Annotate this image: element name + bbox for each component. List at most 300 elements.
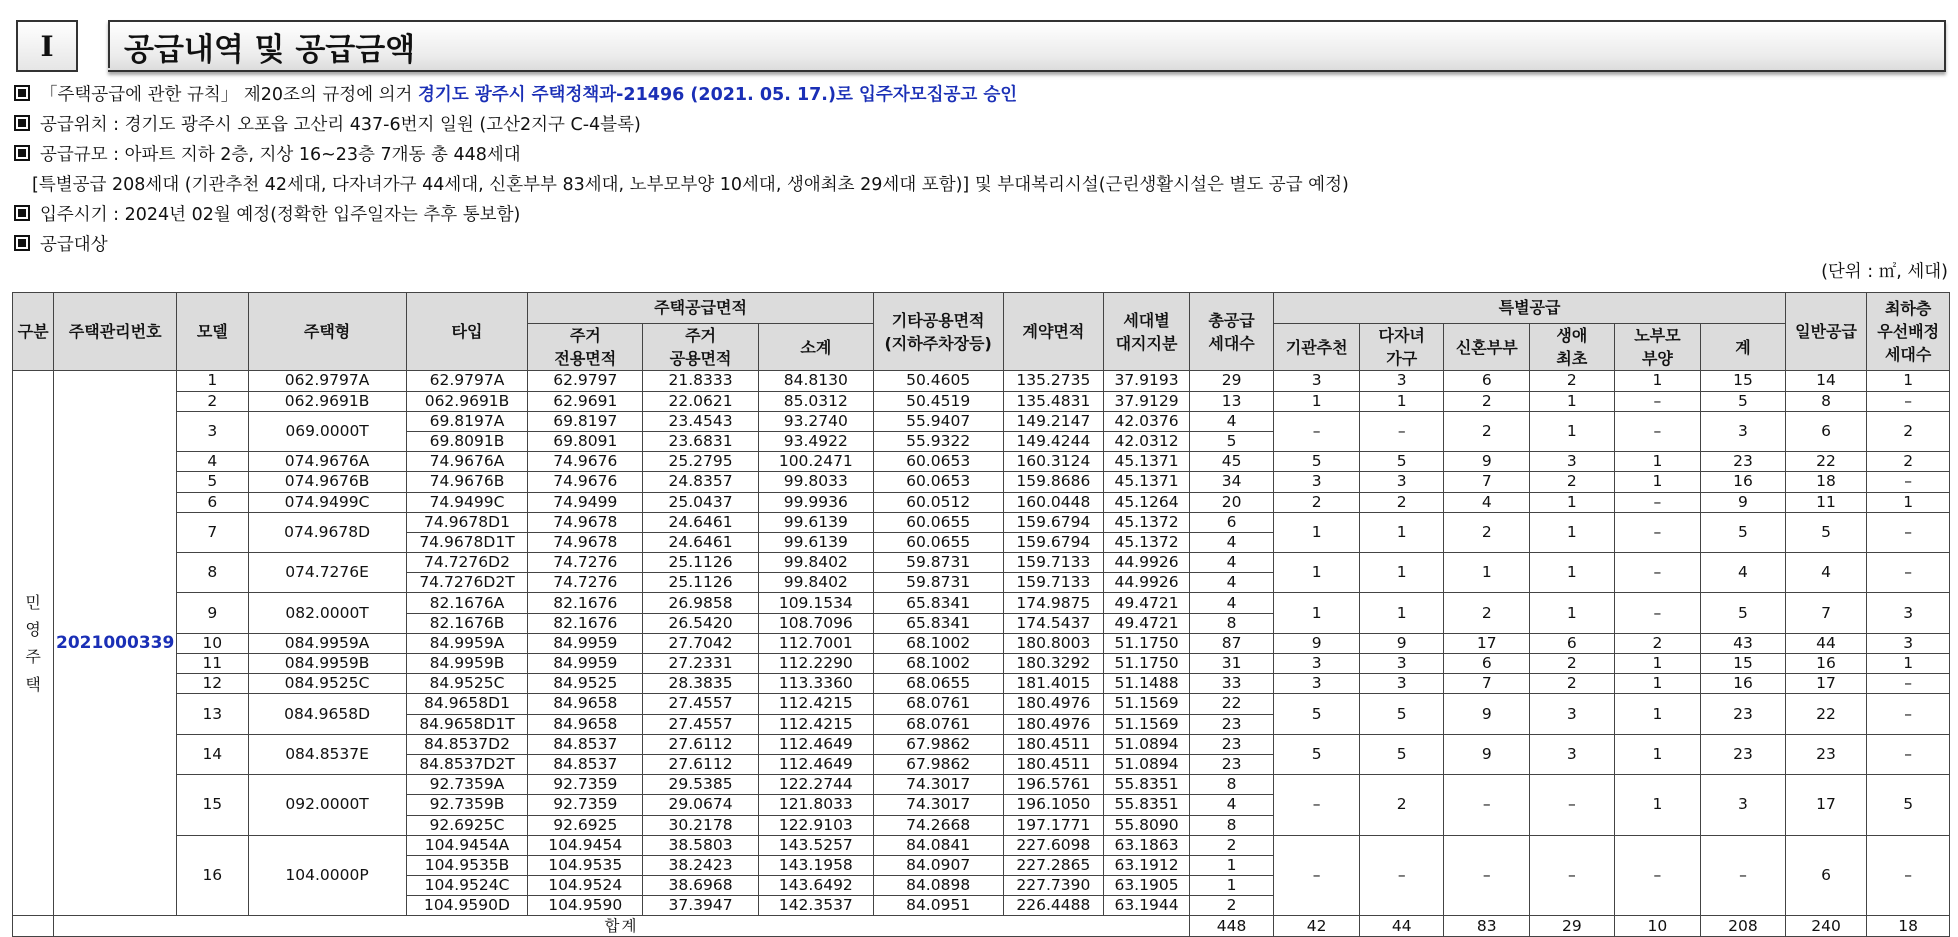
contract-area-cell: 159.7133 [1003, 573, 1104, 593]
multi-cell: 3 [1359, 674, 1444, 694]
multi-cell: 1 [1359, 512, 1444, 552]
subtotal-cell: 112.4215 [758, 714, 873, 734]
common-area-cell: 24.6461 [643, 532, 759, 552]
total-units-cell: 8 [1189, 613, 1274, 633]
model-cell: 12 [177, 674, 248, 694]
elder-cell: 1 [1614, 734, 1701, 774]
special-supply-text: [특별공급 208세대 (기관추천 42세대, 다자녀가구 44세대, 신혼부부 83세대, 노부모부양 10세대, 생애최초 29세대 포함)] 및 부대복리시설(근린생활시설은 별도 공급 예정) [32, 175, 1349, 195]
common-area-cell: 28.3835 [643, 674, 759, 694]
table-row [13, 835, 1950, 855]
type-name-cell: 084.9959A [248, 633, 406, 653]
type-cell: 104.9454A [406, 835, 528, 855]
subtotal-cell: 113.3360 [758, 674, 873, 694]
other-area-cell: 84.0898 [873, 876, 1003, 896]
other-area-cell: 60.0512 [873, 492, 1003, 512]
elder-cell: – [1614, 492, 1701, 512]
common-area-cell: 38.6968 [643, 876, 759, 896]
general-cell: 4 [1785, 553, 1867, 593]
common-area-cell: 27.6112 [643, 734, 759, 754]
type-cell: 82.1676B [406, 613, 528, 633]
total-units-cell: 20 [1189, 492, 1274, 512]
common-area-cell: 29.5385 [643, 775, 759, 795]
other-area-cell: 59.8731 [873, 553, 1003, 573]
th-inst: 기관추천 [1274, 324, 1360, 371]
private-area-cell: 104.9454 [528, 835, 643, 855]
total-units-cell: 23 [1189, 714, 1274, 734]
multi-cell: 5 [1359, 734, 1444, 774]
common-area-cell: 24.8357 [643, 472, 759, 492]
contract-area-cell: 180.3292 [1003, 654, 1104, 674]
private-area-cell: 104.9590 [528, 896, 643, 916]
intro-line-target [14, 230, 1349, 260]
newlywed-cell: 2 [1444, 593, 1530, 633]
contract-area-cell: 160.3124 [1003, 452, 1104, 472]
model-cell: 14 [177, 734, 248, 774]
intro-block [14, 80, 1349, 260]
th-land: 세대별 대지지분 [1104, 293, 1190, 371]
low-floor-cell: 1 [1867, 654, 1950, 674]
newlywed-cell: 9 [1444, 452, 1530, 472]
group-label-char: 영 [25, 620, 41, 640]
th-low: 최하층 우선배정 세대수 [1867, 293, 1950, 371]
land-share-cell: 51.0894 [1104, 734, 1190, 754]
contract-area-cell: 180.4976 [1003, 714, 1104, 734]
other-area-cell: 60.0655 [873, 512, 1003, 532]
low-floor-cell: – [1867, 674, 1950, 694]
first-cell: 1 [1530, 593, 1615, 633]
inst-cell: – [1274, 411, 1360, 451]
th-code: 주택관리번호 [54, 293, 177, 371]
low-floor-cell: 2 [1867, 452, 1950, 472]
type-name-cell: 069.0000T [248, 411, 406, 451]
total-row [13, 916, 1950, 936]
model-cell: 4 [177, 452, 248, 472]
contract-area-cell: 180.4511 [1003, 754, 1104, 774]
private-area-cell: 74.7276 [528, 553, 643, 573]
total-value-cell: 448 [1189, 916, 1274, 936]
total-blank-cell [13, 916, 54, 936]
common-area-cell: 24.6461 [643, 512, 759, 532]
land-share-cell: 44.9926 [1104, 553, 1190, 573]
type-name-cell: 084.9525C [248, 674, 406, 694]
total-units-cell: 4 [1189, 532, 1274, 552]
th-total: 총공급 세대수 [1189, 293, 1274, 371]
total-units-cell: 1 [1189, 855, 1274, 875]
common-area-cell: 27.2331 [643, 654, 759, 674]
private-area-cell: 74.9676 [528, 472, 643, 492]
private-area-cell: 62.9797 [528, 371, 643, 391]
land-share-cell: 51.1569 [1104, 694, 1190, 714]
general-cell: 16 [1785, 654, 1867, 674]
special-sum-cell: 3 [1701, 411, 1786, 451]
private-area-cell: 62.9691 [528, 391, 643, 411]
total-value-cell: 18 [1867, 916, 1950, 936]
elder-cell: 1 [1614, 674, 1701, 694]
general-cell: 17 [1785, 775, 1867, 836]
table-row [13, 553, 1950, 573]
private-area-cell: 69.8091 [528, 431, 643, 451]
type-name-cell: 084.9959B [248, 654, 406, 674]
table-row [13, 674, 1950, 694]
model-cell: 16 [177, 835, 248, 916]
type-name-cell: 074.9676B [248, 472, 406, 492]
special-sum-cell: 23 [1701, 734, 1786, 774]
multi-cell: 1 [1359, 593, 1444, 633]
private-area-cell: 74.9676 [528, 452, 643, 472]
type-cell: 84.8537D2 [406, 734, 528, 754]
private-area-cell: 92.7359 [528, 795, 643, 815]
total-units-cell: 22 [1189, 694, 1274, 714]
inst-cell: 1 [1274, 512, 1360, 552]
private-area-cell: 84.8537 [528, 734, 643, 754]
inst-cell: 3 [1274, 472, 1360, 492]
section-number: I [16, 20, 78, 72]
type-name-cell: 092.0000T [248, 775, 406, 836]
low-floor-cell: 3 [1867, 633, 1950, 653]
elder-cell: 1 [1614, 654, 1701, 674]
common-area-cell: 23.6831 [643, 431, 759, 451]
private-area-cell: 84.9525 [528, 674, 643, 694]
special-sum-cell: – [1701, 835, 1786, 916]
first-cell: 2 [1530, 674, 1615, 694]
subtotal-cell: 84.8130 [758, 371, 873, 391]
other-area-cell: 68.1002 [873, 654, 1003, 674]
subtotal-cell: 93.4922 [758, 431, 873, 451]
elder-cell: – [1614, 593, 1701, 633]
other-area-cell: 65.8341 [873, 593, 1003, 613]
general-cell: 14 [1785, 371, 1867, 391]
elder-cell: 2 [1614, 633, 1701, 653]
group-label-cell [13, 371, 54, 916]
multi-cell: 3 [1359, 654, 1444, 674]
multi-cell: 5 [1359, 694, 1444, 734]
subtotal-cell: 143.1958 [758, 855, 873, 875]
first-cell: 3 [1530, 694, 1615, 734]
newlywed-cell: – [1444, 835, 1530, 916]
private-area-cell: 104.9535 [528, 855, 643, 875]
type-cell: 104.9590D [406, 896, 528, 916]
subtotal-cell: 99.6139 [758, 532, 873, 552]
subtotal-cell: 112.4215 [758, 694, 873, 714]
square-bullet-icon [14, 115, 30, 131]
common-area-cell: 38.5803 [643, 835, 759, 855]
land-share-cell: 37.9129 [1104, 391, 1190, 411]
model-cell: 9 [177, 593, 248, 633]
subtotal-cell: 143.6492 [758, 876, 873, 896]
low-floor-cell: – [1867, 512, 1950, 552]
special-sum-cell: 43 [1701, 633, 1786, 653]
inst-cell: 1 [1274, 391, 1360, 411]
newlywed-cell: 17 [1444, 633, 1530, 653]
contract-area-cell: 159.6794 [1003, 512, 1104, 532]
land-share-cell: 63.1944 [1104, 896, 1190, 916]
other-area-cell: 68.0761 [873, 714, 1003, 734]
group-label-char: 택 [25, 674, 41, 694]
other-area-cell: 55.9322 [873, 431, 1003, 451]
house-code-cell: 2021000339 [54, 371, 177, 916]
type-cell: 69.8197A [406, 411, 528, 431]
total-units-cell: 6 [1189, 512, 1274, 532]
table-row [13, 633, 1950, 653]
private-area-cell: 104.9524 [528, 876, 643, 896]
table-header [13, 293, 1950, 371]
subtotal-cell: 143.5257 [758, 835, 873, 855]
total-label-cell: 합계 [54, 916, 1190, 936]
th-type-name: 주택형 [248, 293, 406, 371]
table-row [13, 775, 1950, 795]
group-label-char: 주 [25, 647, 41, 667]
model-cell: 11 [177, 654, 248, 674]
common-area-cell: 23.4543 [643, 411, 759, 431]
table-row [13, 492, 1950, 512]
general-cell: 22 [1785, 694, 1867, 734]
subtotal-cell: 99.8402 [758, 553, 873, 573]
first-cell: 2 [1530, 654, 1615, 674]
low-floor-cell: – [1867, 835, 1950, 916]
type-cell: 84.9959B [406, 654, 528, 674]
other-area-cell: 74.2668 [873, 815, 1003, 835]
subtotal-cell: 93.2740 [758, 411, 873, 431]
total-value-cell: 29 [1530, 916, 1615, 936]
newlywed-cell: 2 [1444, 411, 1530, 451]
multi-cell: – [1359, 411, 1444, 451]
private-area-cell: 84.9658 [528, 694, 643, 714]
model-cell: 2 [177, 391, 248, 411]
th-model: 모델 [177, 293, 248, 371]
type-cell: 92.7359A [406, 775, 528, 795]
newlywed-cell: 2 [1444, 512, 1530, 552]
newlywed-cell: 2 [1444, 391, 1530, 411]
land-share-cell: 49.4721 [1104, 593, 1190, 613]
general-cell: 22 [1785, 452, 1867, 472]
contract-area-cell: 149.4244 [1003, 431, 1104, 451]
type-cell: 69.8091B [406, 431, 528, 451]
other-area-cell: 50.4519 [873, 391, 1003, 411]
other-area-cell: 84.0841 [873, 835, 1003, 855]
other-area-cell: 60.0653 [873, 452, 1003, 472]
subtotal-cell: 85.0312 [758, 391, 873, 411]
total-units-cell: 33 [1189, 674, 1274, 694]
multi-cell: 2 [1359, 775, 1444, 836]
contract-area-cell: 181.4015 [1003, 674, 1104, 694]
first-cell: 1 [1530, 553, 1615, 593]
common-area-cell: 21.8333 [643, 371, 759, 391]
inst-cell: 9 [1274, 633, 1360, 653]
newlywed-cell: 9 [1444, 734, 1530, 774]
other-area-cell: 68.0655 [873, 674, 1003, 694]
contract-area-cell: 159.7133 [1003, 553, 1104, 573]
land-share-cell: 51.1569 [1104, 714, 1190, 734]
model-cell: 7 [177, 512, 248, 552]
table-row [13, 452, 1950, 472]
common-area-cell: 37.3947 [643, 896, 759, 916]
special-sum-cell: 9 [1701, 492, 1786, 512]
subtotal-cell: 112.4649 [758, 754, 873, 774]
contract-area-cell: 180.4511 [1003, 734, 1104, 754]
type-name-cell: 074.7276E [248, 553, 406, 593]
inst-cell: 5 [1274, 734, 1360, 774]
subtotal-cell: 112.4649 [758, 734, 873, 754]
type-cell: 74.9678D1T [406, 532, 528, 552]
contract-area-cell: 227.2865 [1003, 855, 1104, 875]
general-cell: 18 [1785, 472, 1867, 492]
common-area-cell: 26.5420 [643, 613, 759, 633]
general-cell: 5 [1785, 512, 1867, 552]
low-floor-cell: 1 [1867, 492, 1950, 512]
general-cell: 44 [1785, 633, 1867, 653]
inst-cell: 5 [1274, 452, 1360, 472]
special-sum-cell: 23 [1701, 694, 1786, 734]
total-units-cell: 13 [1189, 391, 1274, 411]
total-units-cell: 4 [1189, 795, 1274, 815]
total-units-cell: 8 [1189, 775, 1274, 795]
target-text: 공급대상 [40, 235, 108, 255]
multi-cell: 9 [1359, 633, 1444, 653]
total-units-cell: 4 [1189, 573, 1274, 593]
total-value-cell: 83 [1444, 916, 1530, 936]
land-share-cell: 51.1488 [1104, 674, 1190, 694]
table-row [13, 694, 1950, 714]
low-floor-cell: 2 [1867, 411, 1950, 451]
elder-cell: 1 [1614, 452, 1701, 472]
type-cell: 74.9678D1 [406, 512, 528, 532]
th-gubun: 구분 [13, 293, 54, 371]
land-share-cell: 51.1750 [1104, 654, 1190, 674]
land-share-cell: 45.1264 [1104, 492, 1190, 512]
first-cell: 1 [1530, 391, 1615, 411]
private-area-cell: 92.6925 [528, 815, 643, 835]
first-cell: 1 [1530, 492, 1615, 512]
subtotal-cell: 99.8033 [758, 472, 873, 492]
private-area-cell: 74.9499 [528, 492, 643, 512]
type-cell: 92.7359B [406, 795, 528, 815]
private-area-cell: 84.9959 [528, 633, 643, 653]
special-sum-cell: 5 [1701, 391, 1786, 411]
total-units-cell: 1 [1189, 876, 1274, 896]
total-units-cell: 34 [1189, 472, 1274, 492]
other-area-cell: 60.0655 [873, 532, 1003, 552]
first-cell: – [1530, 775, 1615, 836]
model-cell: 10 [177, 633, 248, 653]
intro-line-scale [14, 140, 1349, 170]
type-name-cell: 074.9678D [248, 512, 406, 552]
total-value-cell: 10 [1614, 916, 1701, 936]
private-area-cell: 74.7276 [528, 573, 643, 593]
th-subtotal: 소계 [758, 324, 873, 371]
other-area-cell: 68.1002 [873, 633, 1003, 653]
newlywed-cell: 6 [1444, 371, 1530, 391]
subtotal-cell: 99.9936 [758, 492, 873, 512]
scale-text: 공급규모 : 아파트 지하 2층, 지상 16~23층 7개동 총 448세대 [40, 145, 521, 165]
land-share-cell: 49.4721 [1104, 613, 1190, 633]
subtotal-cell: 121.8033 [758, 795, 873, 815]
th-first: 생애 최초 [1530, 324, 1615, 371]
subtotal-cell: 108.7096 [758, 613, 873, 633]
square-bullet-icon [14, 145, 30, 161]
th-newlywed: 신혼부부 [1444, 324, 1530, 371]
type-cell: 74.7276D2T [406, 573, 528, 593]
land-share-cell: 42.0312 [1104, 431, 1190, 451]
section-title-border [108, 20, 110, 68]
private-area-cell: 74.9678 [528, 532, 643, 552]
model-cell: 6 [177, 492, 248, 512]
type-name-cell: 074.9499C [248, 492, 406, 512]
unit-note: (단위 : ㎡, 세대) [1821, 262, 1948, 282]
movein-text: 입주시기 : 2024년 02월 예정(정확한 입주일자는 추후 통보함) [40, 205, 521, 225]
contract-area-cell: 197.1771 [1003, 815, 1104, 835]
special-sum-cell: 15 [1701, 371, 1786, 391]
type-name-cell: 074.9676A [248, 452, 406, 472]
total-units-cell: 4 [1189, 553, 1274, 573]
low-floor-cell: – [1867, 694, 1950, 734]
square-bullet-icon [14, 205, 30, 221]
land-share-cell: 55.8351 [1104, 775, 1190, 795]
land-share-cell: 55.8090 [1104, 815, 1190, 835]
table-row [13, 391, 1950, 411]
type-cell: 062.9691B [406, 391, 528, 411]
land-share-cell: 45.1372 [1104, 532, 1190, 552]
newlywed-cell: 4 [1444, 492, 1530, 512]
land-share-cell: 45.1371 [1104, 452, 1190, 472]
other-area-cell: 67.9862 [873, 734, 1003, 754]
common-area-cell: 25.2795 [643, 452, 759, 472]
model-cell: 5 [177, 472, 248, 492]
private-area-cell: 92.7359 [528, 775, 643, 795]
contract-area-cell: 149.2147 [1003, 411, 1104, 431]
section-header [16, 20, 1946, 72]
common-area-cell: 25.1126 [643, 573, 759, 593]
multi-cell: – [1359, 835, 1444, 916]
total-units-cell: 4 [1189, 593, 1274, 613]
inst-cell: 3 [1274, 371, 1360, 391]
inst-cell: 3 [1274, 654, 1360, 674]
group-label-char: 민 [25, 593, 41, 613]
elder-cell: – [1614, 512, 1701, 552]
other-area-cell: 84.0951 [873, 896, 1003, 916]
total-units-cell: 8 [1189, 815, 1274, 835]
first-cell: 1 [1530, 411, 1615, 451]
total-units-cell: 2 [1189, 896, 1274, 916]
model-cell: 3 [177, 411, 248, 451]
common-area-cell: 27.7042 [643, 633, 759, 653]
intro-line-special [14, 170, 1349, 200]
elder-cell: – [1614, 553, 1701, 593]
subtotal-cell: 112.7001 [758, 633, 873, 653]
table-row [13, 593, 1950, 613]
other-area-cell: 65.8341 [873, 613, 1003, 633]
table-row [13, 654, 1950, 674]
th-supply-area: 주택공급면적 [528, 293, 873, 324]
approval-prefix: 「주택공급에 관한 규칙」 제20조의 규정에 의거 [40, 85, 419, 105]
subtotal-cell: 100.2471 [758, 452, 873, 472]
common-area-cell: 25.0437 [643, 492, 759, 512]
table-row [13, 411, 1950, 431]
private-area-cell: 82.1676 [528, 593, 643, 613]
elder-cell: – [1614, 411, 1701, 451]
inst-cell: 5 [1274, 694, 1360, 734]
table-row [13, 512, 1950, 532]
elder-cell: – [1614, 835, 1701, 916]
type-name-cell: 062.9691B [248, 391, 406, 411]
newlywed-cell: 7 [1444, 472, 1530, 492]
contract-area-cell: 174.9875 [1003, 593, 1104, 613]
type-cell: 74.7276D2 [406, 553, 528, 573]
special-sum-cell: 23 [1701, 452, 1786, 472]
inst-cell: – [1274, 835, 1360, 916]
first-cell: 3 [1530, 452, 1615, 472]
land-share-cell: 51.1750 [1104, 633, 1190, 653]
land-share-cell: 45.1372 [1104, 512, 1190, 532]
